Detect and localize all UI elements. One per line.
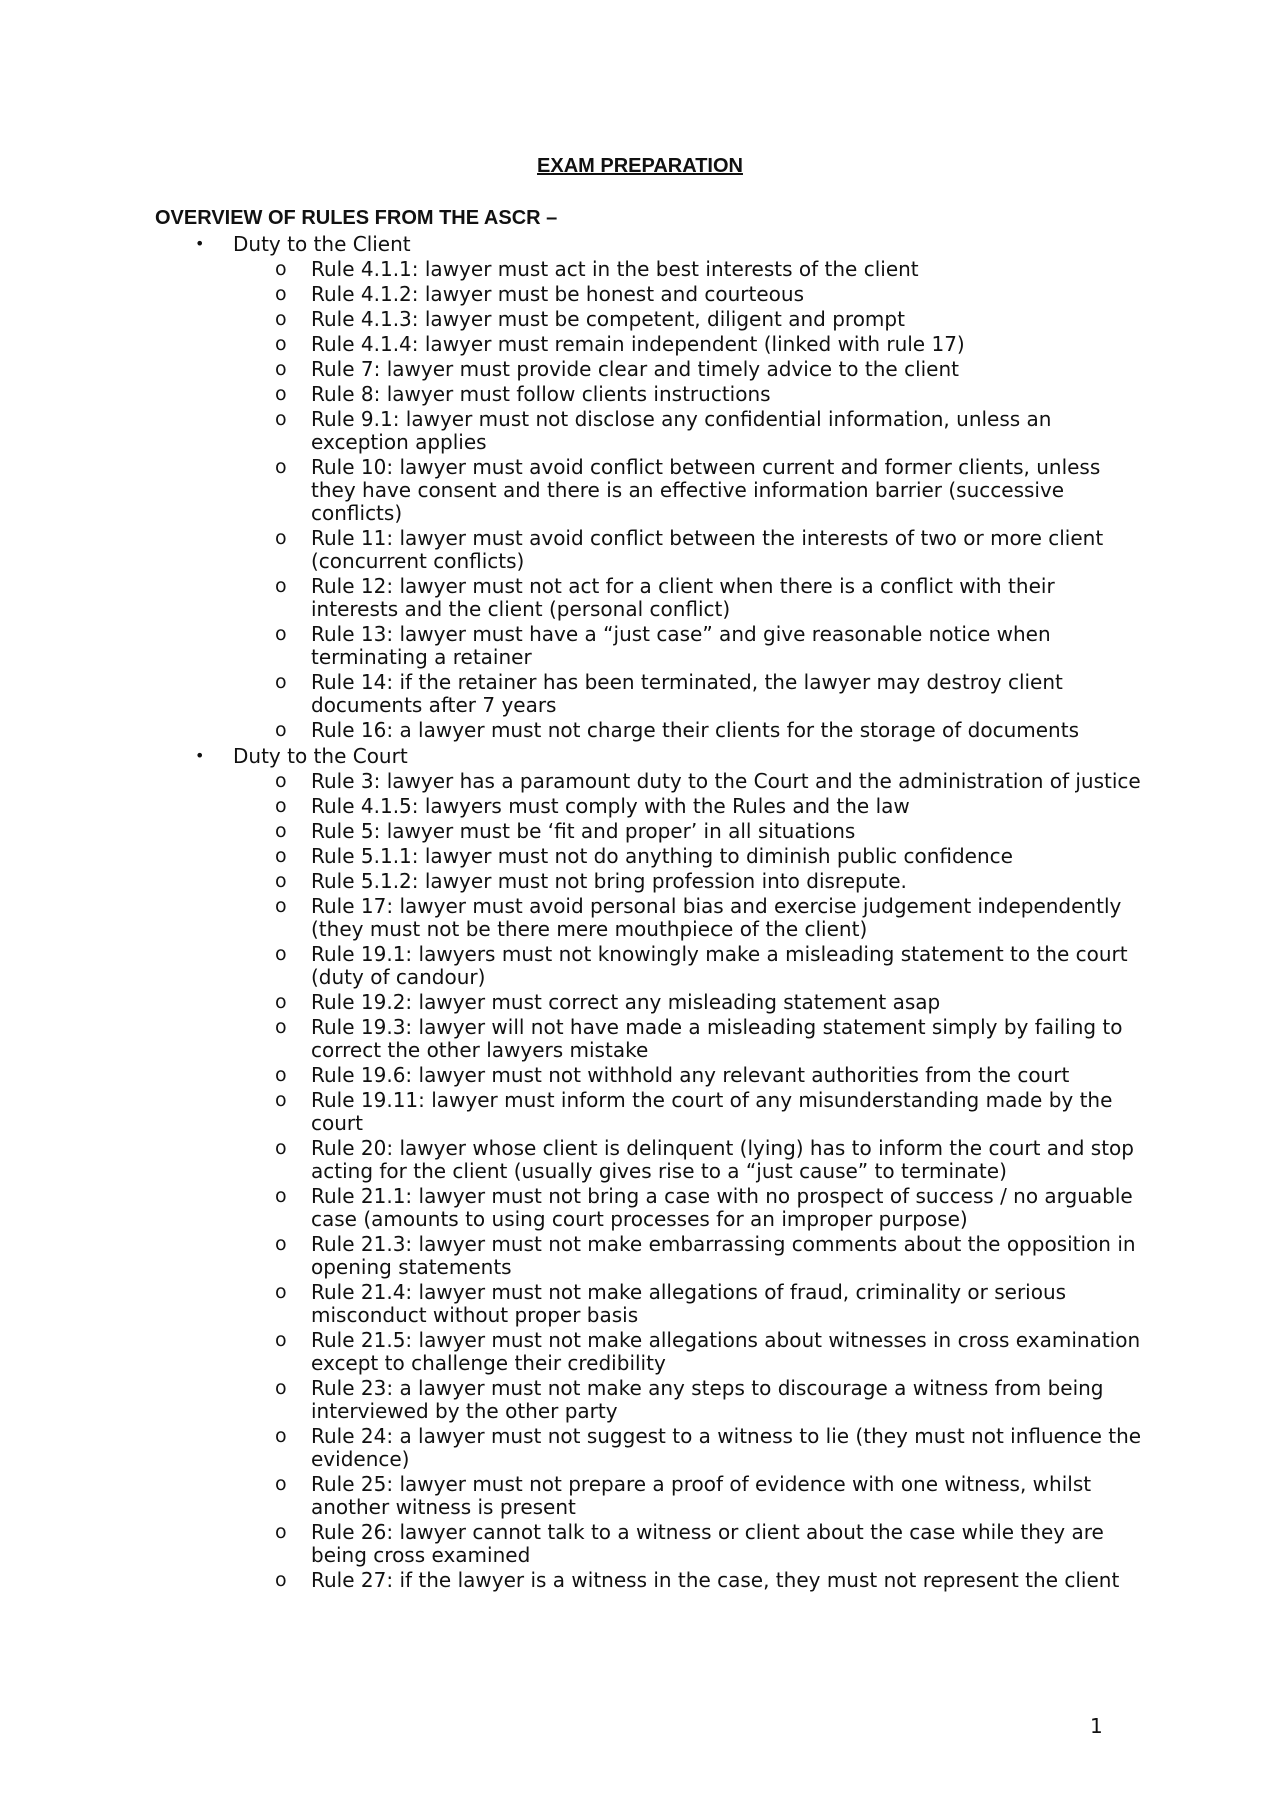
rule-text: Rule 5.1.1: lawyer must not do anything to diminish public confidence <box>311 844 1013 868</box>
overview-heading: OVERVIEW OF RULES FROM THE ASCR – <box>155 207 558 229</box>
rule-text: Rule 25: lawyer must not prepare a proof of evidence with one witness, whilst another witness is present <box>311 1472 1092 1519</box>
list-item <box>275 670 1146 718</box>
list-item <box>275 307 1146 332</box>
sub-bullet-icon: o <box>275 308 287 330</box>
rule-text: Rule 13: lawyer must have a “just case” and give reasonable notice when terminating a retainer <box>311 622 1051 669</box>
rule-text: Rule 4.1.4: lawyer must remain independent (linked with rule 17) <box>311 332 965 356</box>
rule-list <box>0 769 1280 1593</box>
rule-text: Rule 11: lawyer must avoid conflict between the interests of two or more client (concurrent conflicts) <box>311 526 1104 573</box>
sub-bullet-icon: o <box>275 1521 287 1543</box>
sub-bullet-icon: o <box>275 1329 287 1351</box>
rule-text: Rule 10: lawyer must avoid conflict between current and former clients, unless they have consent and there is an effective information barrier (successive conflicts) <box>311 455 1101 525</box>
section-title <box>195 743 1280 769</box>
list-item <box>275 382 1146 407</box>
list-item <box>275 869 1146 894</box>
sub-bullet-icon: o <box>275 1185 287 1207</box>
section-duty-to-client <box>0 231 1280 743</box>
rule-text: Rule 16: a lawyer must not charge their clients for the storage of documents <box>311 718 1079 742</box>
list-item <box>275 844 1146 869</box>
sub-bullet-icon: o <box>275 283 287 305</box>
list-item <box>275 332 1146 357</box>
list-item <box>275 1568 1146 1593</box>
sub-bullet-icon: o <box>275 527 287 549</box>
rule-text: Rule 21.5: lawyer must not make allegations about witnesses in cross examination except to challenge their credibility <box>311 1328 1141 1375</box>
sub-bullet-icon: o <box>275 456 287 478</box>
list-item <box>275 718 1146 743</box>
list-item <box>275 942 1146 990</box>
list-item <box>275 819 1146 844</box>
sub-bullet-icon: o <box>275 895 287 917</box>
sub-bullet-icon: o <box>275 358 287 380</box>
rule-text: Rule 20: lawyer whose client is delinquent (lying) has to inform the court and stop acting for the client (usually gives rise to a “just cause” to terminate) <box>311 1136 1134 1183</box>
bullet-icon: • <box>195 234 205 253</box>
sub-bullet-icon: o <box>275 820 287 842</box>
rule-text: Rule 8: lawyer must follow clients instructions <box>311 382 771 406</box>
list-item <box>275 455 1146 526</box>
rule-text: Rule 21.4: lawyer must not make allegations of fraud, criminality or serious misconduct without proper basis <box>311 1280 1067 1327</box>
sub-bullet-icon: o <box>275 991 287 1013</box>
list-item <box>275 990 1146 1015</box>
sub-bullet-icon: o <box>275 795 287 817</box>
list-item <box>275 1232 1146 1280</box>
rule-text: Rule 23: a lawyer must not make any steps to discourage a witness from being interviewed by the other party <box>311 1376 1104 1423</box>
section-duty-to-court <box>0 743 1280 1593</box>
rule-text: Rule 5: lawyer must be ‘fit and proper’ in all situations <box>311 819 856 843</box>
sub-bullet-icon: o <box>275 1016 287 1038</box>
rule-text: Rule 12: lawyer must not act for a client when there is a conflict with their interests and the client (personal conflict) <box>311 574 1055 621</box>
rule-list <box>0 257 1280 743</box>
list-item <box>275 1520 1146 1568</box>
list-item <box>275 622 1146 670</box>
list-item <box>275 1088 1146 1136</box>
sub-bullet-icon: o <box>275 1281 287 1303</box>
sub-bullet-icon: o <box>275 1233 287 1255</box>
rule-text: Rule 21.1: lawyer must not bring a case with no prospect of success / no arguable case (amounts to using court processes for an improper purpose) <box>311 1184 1133 1231</box>
sub-bullet-icon: o <box>275 1473 287 1495</box>
rule-text: Rule 9.1: lawyer must not disclose any confidential information, unless an exception applies <box>311 407 1052 454</box>
section-title-text: Duty to the Court <box>233 744 408 768</box>
sub-bullet-icon: o <box>275 258 287 280</box>
list-item <box>275 357 1146 382</box>
rule-text: Rule 21.3: lawyer must not make embarrassing comments about the opposition in opening statements <box>311 1232 1136 1279</box>
sub-bullet-icon: o <box>275 333 287 355</box>
sub-bullet-icon: o <box>275 1089 287 1111</box>
rule-text: Rule 19.6: lawyer must not withhold any relevant authorities from the court <box>311 1063 1070 1087</box>
section-title-text: Duty to the Client <box>233 232 411 256</box>
list-item <box>275 526 1146 574</box>
list-item <box>275 1063 1146 1088</box>
list-item <box>275 1376 1146 1424</box>
document-title: EXAM PREPARATION <box>537 155 743 177</box>
rule-text: Rule 26: lawyer cannot talk to a witness or client about the case while they are being cross examined <box>311 1520 1104 1567</box>
list-item <box>275 894 1146 942</box>
rule-text: Rule 27: if the lawyer is a witness in the case, they must not represent the client <box>311 1568 1120 1592</box>
sub-bullet-icon: o <box>275 1569 287 1591</box>
sub-bullet-icon: o <box>275 943 287 965</box>
sub-bullet-icon: o <box>275 1377 287 1399</box>
sub-bullet-icon: o <box>275 383 287 405</box>
page-number: 1 <box>1090 1714 1103 1738</box>
sub-bullet-icon: o <box>275 845 287 867</box>
rule-text: Rule 4.1.5: lawyers must comply with the Rules and the law <box>311 794 910 818</box>
list-item <box>275 769 1146 794</box>
list-item <box>275 794 1146 819</box>
sub-bullet-icon: o <box>275 719 287 741</box>
sub-bullet-icon: o <box>275 770 287 792</box>
list-item <box>275 257 1146 282</box>
sub-bullet-icon: o <box>275 870 287 892</box>
rule-text: Rule 4.1.2: lawyer must be honest and courteous <box>311 282 805 306</box>
rule-text: Rule 5.1.2: lawyer must not bring profession into disrepute. <box>311 869 907 893</box>
list-item <box>275 1136 1146 1184</box>
list-item <box>275 1424 1146 1472</box>
list-item <box>275 1472 1146 1520</box>
sub-bullet-icon: o <box>275 408 287 430</box>
rule-text: Rule 3: lawyer has a paramount duty to the Court and the administration of justice <box>311 769 1141 793</box>
sub-bullet-icon: o <box>275 623 287 645</box>
bullet-icon: • <box>195 746 205 765</box>
sub-bullet-icon: o <box>275 671 287 693</box>
rule-text: Rule 19.3: lawyer will not have made a misleading statement simply by failing to correct the other lawyers mistake <box>311 1015 1123 1062</box>
rule-text: Rule 14: if the retainer has been terminated, the lawyer may destroy client documents after 7 years <box>311 670 1063 717</box>
list-item <box>275 1328 1146 1376</box>
rule-text: Rule 19.2: lawyer must correct any misleading statement asap <box>311 990 941 1014</box>
section-title <box>195 231 1280 257</box>
list-item <box>275 1015 1146 1063</box>
rules-outline <box>0 231 1280 1593</box>
rule-text: Rule 4.1.1: lawyer must act in the best interests of the client <box>311 257 919 281</box>
list-item <box>275 574 1146 622</box>
sub-bullet-icon: o <box>275 1425 287 1447</box>
rule-text: Rule 4.1.3: lawyer must be competent, diligent and prompt <box>311 307 905 331</box>
list-item <box>275 282 1146 307</box>
list-item <box>275 1184 1146 1232</box>
list-item <box>275 407 1146 455</box>
sub-bullet-icon: o <box>275 575 287 597</box>
rule-text: Rule 19.11: lawyer must inform the court of any misunderstanding made by the court <box>311 1088 1113 1135</box>
list-item <box>275 1280 1146 1328</box>
rule-text: Rule 19.1: lawyers must not knowingly make a misleading statement to the court (duty of candour) <box>311 942 1128 989</box>
sub-bullet-icon: o <box>275 1064 287 1086</box>
rule-text: Rule 24: a lawyer must not suggest to a witness to lie (they must not influence the evidence) <box>311 1424 1142 1471</box>
sub-bullet-icon: o <box>275 1137 287 1159</box>
rule-text: Rule 7: lawyer must provide clear and timely advice to the client <box>311 357 960 381</box>
rule-text: Rule 17: lawyer must avoid personal bias and exercise judgement independently (they must not be there mere mouthpiece of the client) <box>311 894 1122 941</box>
